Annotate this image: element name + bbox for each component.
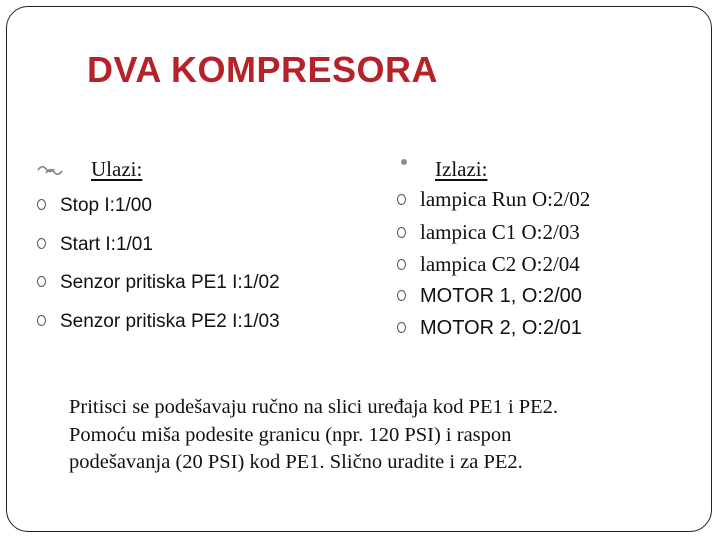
circle-bullet-icon — [397, 194, 406, 205]
input-item-start: Start I:1/01 — [60, 233, 153, 255]
slide — [6, 6, 712, 532]
list-item — [35, 272, 365, 311]
circle-bullet-icon — [37, 238, 46, 249]
list-item — [395, 220, 715, 253]
circle-bullet-icon — [37, 315, 46, 326]
inputs-heading-label: Ulazi: — [91, 156, 143, 181]
list-item — [395, 285, 715, 318]
circle-bullet-icon — [397, 259, 406, 270]
input-item-pe2: Senzor pritiska PE2 I:1/03 — [60, 310, 280, 332]
dot-bullet-icon — [401, 159, 407, 165]
output-item-c2: lampica C2 O:2/04 — [420, 252, 580, 276]
output-item-c1: lampica C1 O:2/03 — [420, 219, 580, 244]
circle-bullet-icon — [37, 276, 46, 287]
list-item — [395, 252, 715, 285]
note-line: Pritisci se podešavaju ručno na slici uređaja kod PE1 i PE2. — [69, 396, 559, 418]
output-item-run: lampica Run O:2/02 — [420, 187, 591, 211]
note-line: podešavanja (20 PSI) kod PE1. Slično uradite i za PE2. — [69, 451, 523, 473]
output-item-motor1: MOTOR 1, O:2/00 — [420, 284, 582, 307]
outputs-heading-label: Izlazi: — [435, 156, 488, 181]
list-item — [35, 311, 365, 350]
outputs-column — [395, 153, 715, 350]
output-item-motor2: MOTOR 2, O:2/01 — [420, 317, 582, 339]
inputs-list — [35, 195, 365, 349]
circle-bullet-icon — [397, 322, 406, 333]
outputs-heading — [395, 153, 715, 185]
slide-title: DVA KOMPRESORA — [87, 49, 439, 90]
wave-bullet-icon — [35, 159, 65, 179]
circle-bullet-icon — [37, 199, 46, 210]
circle-bullet-icon — [397, 227, 406, 238]
input-item-stop: Stop I:1/00 — [60, 195, 152, 216]
inputs-heading — [35, 153, 365, 185]
list-item — [395, 317, 715, 350]
inputs-column — [35, 153, 365, 349]
outputs-list — [395, 187, 715, 350]
list-item — [35, 234, 365, 273]
circle-bullet-icon — [397, 290, 406, 301]
list-item — [395, 187, 715, 220]
instructions-note — [69, 394, 689, 477]
list-item — [35, 195, 365, 234]
input-item-pe1: Senzor pritiska PE1 I:1/02 — [60, 272, 280, 294]
note-line: Pomoću miša podesite granicu (npr. 120 PSI) i raspon — [69, 423, 512, 446]
